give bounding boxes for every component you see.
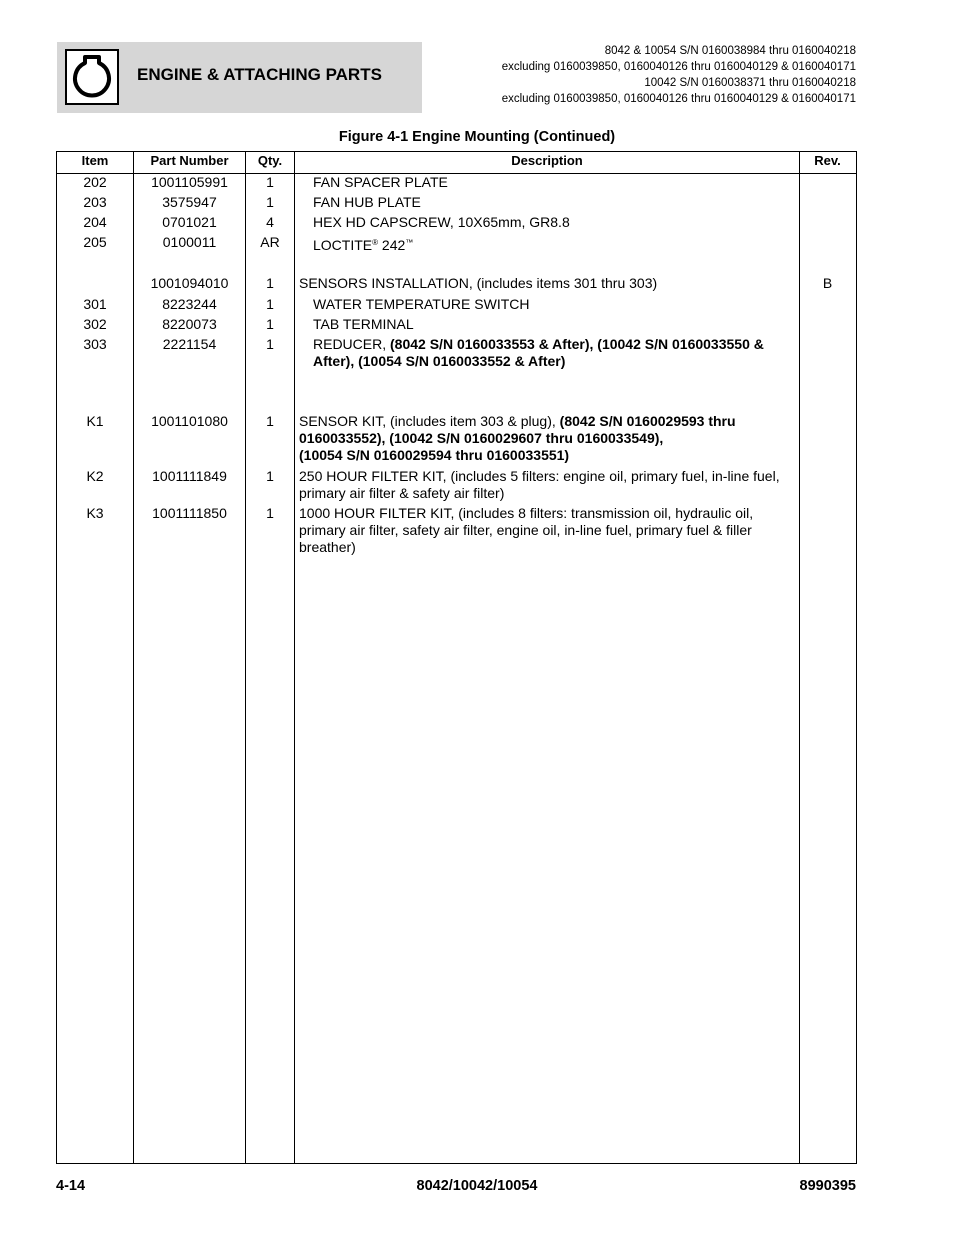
part-number: 1001111850 (152, 505, 227, 521)
quantity: 1 (266, 194, 274, 210)
description: SENSORS INSTALLATION, (includes items 301 thru 303) (299, 275, 658, 291)
serial-line: excluding 0160039850, 0160040126 thru 0160040129 & 0160040171 (501, 93, 856, 105)
description-text: REDUCER, (313, 336, 391, 352)
item-number: K2 (86, 468, 104, 484)
description (299, 413, 794, 464)
quantity: AR (260, 234, 280, 250)
serial-applicability (502, 43, 856, 107)
serial-range-text: (8042 S/N 0160033553 & After), (10042 S/N 0160033550 & After), (10054 S/N 0160033552 & After) (313, 336, 764, 369)
column-divider (294, 152, 295, 1163)
item-number: 203 (83, 194, 107, 210)
revision: B (822, 275, 833, 291)
engine-icon (65, 49, 119, 105)
item-number: 303 (83, 336, 107, 352)
header-qty: Qty. (257, 153, 283, 168)
trademark-mark: ™ (405, 238, 414, 247)
item-number: 202 (83, 174, 107, 190)
serial-range-text: (8042 S/N 0160029593 thru 0160033552), (10042 S/N 0160029607 thru 0160033549), (299, 413, 736, 446)
footer-models: 8042/10042/10054 (416, 1178, 538, 1194)
section-title: ENGINE & ATTACHING PARTS (137, 65, 382, 84)
serial-range-text: (10054 S/N 0160029594 thru 0160033551) (299, 447, 570, 463)
serial-line: excluding 0160039850, 0160040126 thru 0160040129 & 0160040171 (501, 61, 856, 73)
header-item: Item (81, 153, 109, 168)
serial-line: 8042 & 10054 S/N 0160038984 thru 0160040218 (604, 45, 856, 57)
section-header (57, 42, 422, 113)
item-number: 301 (83, 296, 107, 312)
serial-line: 10042 S/N 0160038371 thru 0160040218 (644, 77, 856, 89)
part-number: 3575947 (162, 194, 217, 210)
quantity: 1 (266, 275, 274, 291)
part-number: 1001094010 (150, 275, 229, 291)
description: 250 HOUR FILTER KIT, (includes 5 filters: engine oil, primary fuel, in-line fuel, primary air filter & safety air filter) (299, 468, 780, 501)
description (313, 336, 794, 370)
quantity: 1 (266, 505, 274, 521)
description: TAB TERMINAL (313, 316, 414, 332)
header-rev: Rev. (814, 153, 841, 168)
description: 1000 HOUR FILTER KIT, (includes 8 filters: transmission oil, hydraulic oil, primary air filter, safety air filter, engine oil, in-line fuel, primary fuel & filler breather) (299, 505, 754, 555)
part-number: 2221154 (162, 336, 217, 352)
quantity: 1 (266, 174, 274, 190)
item-number: K3 (86, 505, 104, 521)
part-number: 8223244 (162, 296, 217, 312)
figure-title: Figure 4-1 Engine Mounting (Continued) (338, 129, 616, 145)
parts-table (56, 151, 857, 1164)
part-number: 0100011 (162, 234, 217, 250)
item-number: 204 (83, 214, 107, 230)
column-divider (799, 152, 800, 1163)
description: FAN SPACER PLATE (313, 174, 448, 190)
quantity: 1 (266, 468, 274, 484)
description-text: SENSOR KIT, (includes item 303 & plug), (299, 413, 560, 429)
header-part-number: Part Number (150, 153, 229, 168)
quantity: 1 (266, 316, 274, 332)
quantity: 1 (266, 413, 274, 429)
part-number: 1001105991 (151, 174, 228, 190)
description: HEX HD CAPSCREW, 10X65mm, GR8.8 (313, 214, 570, 230)
item-number: K1 (86, 413, 104, 429)
part-number: 1001111849 (152, 468, 227, 484)
header-description: Description (511, 153, 583, 168)
item-number: 302 (83, 316, 107, 332)
part-number: 1001101080 (151, 413, 228, 429)
description (313, 234, 794, 254)
description-text: 242 (378, 237, 406, 253)
part-number: 0701021 (162, 214, 217, 230)
description-text: LOCTITE (313, 237, 373, 253)
document-number: 8990395 (799, 1178, 856, 1194)
quantity: 1 (266, 296, 274, 312)
item-number: 205 (83, 234, 107, 250)
quantity: 1 (266, 336, 274, 352)
quantity: 4 (266, 214, 274, 230)
registered-mark: ® (372, 238, 379, 247)
description: FAN HUB PLATE (313, 194, 421, 210)
description: WATER TEMPERATURE SWITCH (313, 296, 530, 312)
page-number: 4-14 (56, 1178, 86, 1194)
part-number: 8220073 (162, 316, 217, 332)
